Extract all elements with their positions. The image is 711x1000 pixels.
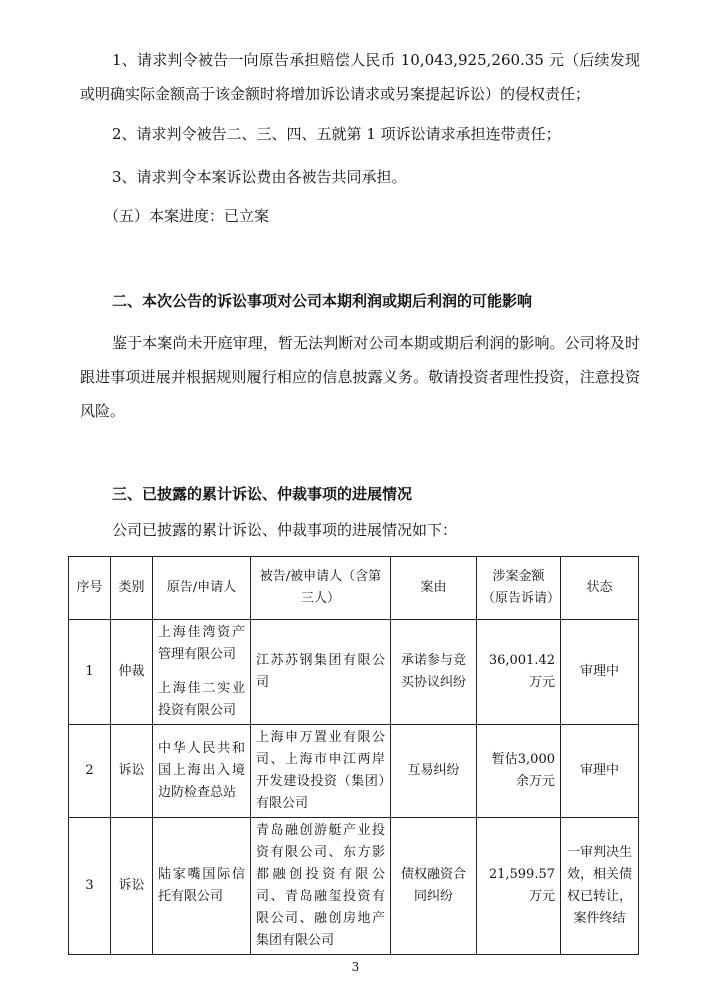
request-item-3: 3、请求判令本案诉讼费由各被告共同承担。 [112,168,407,186]
section-2-body: 鉴于本案尚未开庭审理，暂无法判断对公司本期或期后利润的影响。公司将及时跟进事项进展并根据规则履行相应的信息披露义务。敬请投资者理性投资，注意投资风险。 [80,334,640,420]
cell-type: 诉讼 [111,818,153,955]
table-header-row [69,557,639,620]
cell-cause: 承诺参与竞买协议纠纷 [391,620,477,725]
header-status: 状态 [561,557,639,620]
cell-status: 审理中 [561,725,639,818]
page-number: 3 [351,960,360,974]
cell-no: 2 [69,725,111,818]
cell-status: 一审判决生效，相关债权已转让，案件终结 [561,818,639,955]
cell-amount: 36,001.42万元 [477,620,561,725]
cell-defendant: 上海申万置业有限公司、上海市申江两岸开发建设投资（集团）有限公司 [251,725,391,818]
plaintiff-b: 上海佳二实业投资有限公司 [158,681,245,718]
header-no: 序号 [69,557,111,620]
cell-defendant: 江苏苏钢集团有限公司 [251,620,391,725]
request-item-1: 1、请求判令被告一向原告承担赔偿人民币 10,043,925,260.35 元（后续发现或明确实际金额高于该金额时将增加诉讼请求或另案提起诉讼）的侵权责任； [80,51,640,103]
header-defendant: 被告/被申请人（含第三人） [251,557,391,620]
header-amount: 涉案金额（原告诉请） [477,557,561,620]
cell-cause: 互易纠纷 [391,725,477,818]
cell-plaintiff [153,620,251,725]
cell-status: 审理中 [561,620,639,725]
litigation-table [68,556,639,955]
cell-type: 仲裁 [111,620,153,725]
cell-type: 诉讼 [111,725,153,818]
cell-amount: 暂估3,000余万元 [477,725,561,818]
section-2-heading: 二、本次公告的诉讼事项对公司本期利润或期后利润的可能影响 [112,292,533,310]
header-plaintiff: 原告/申请人 [153,557,251,620]
header-type: 类别 [111,557,153,620]
cell-plaintiff: 中华人民共和国上海出入境边防检查总站 [153,725,251,818]
cell-plaintiff: 陆家嘴国际信托有限公司 [153,818,251,955]
table-row [69,620,639,725]
cell-no: 3 [69,818,111,955]
table-row [69,818,639,955]
case-progress: （五）本案进度：已立案 [104,207,270,225]
cell-amount: 21,599.57万元 [477,818,561,955]
request-item-2: 2、请求判令被告二、三、四、五就第 1 项诉讼请求承担连带责任； [112,125,561,143]
cell-no: 1 [69,620,111,725]
header-cause: 案由 [391,557,477,620]
cell-defendant: 青岛融创游艇产业投资有限公司、东方影都融创投资有限公司、青岛融玺投资有限公司、融创房地产集团有限公司 [251,818,391,955]
section-3-heading: 三、已披露的累计诉讼、仲裁事项的进展情况 [112,485,413,503]
plaintiff-a: 上海佳湾资产管理有限公司 [158,625,245,662]
cell-cause: 债权融资合同纠纷 [391,818,477,955]
section-3-intro: 公司已披露的累计诉讼、仲裁事项的进展情况如下： [112,521,458,539]
table-row [69,725,639,818]
